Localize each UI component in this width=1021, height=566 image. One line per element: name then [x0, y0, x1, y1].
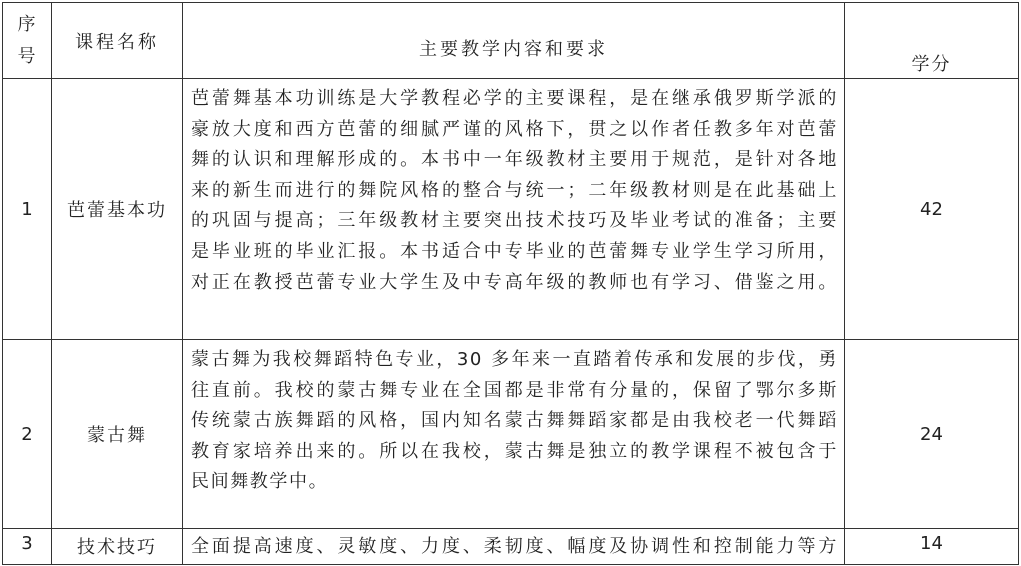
row-number: 2	[3, 340, 52, 529]
course-name: 芭蕾基本功	[52, 79, 183, 340]
course-credit: 42	[845, 79, 1019, 340]
course-description	[183, 340, 845, 529]
header-number	[3, 3, 52, 79]
course-description	[183, 529, 845, 565]
row-number: 1	[3, 79, 52, 340]
header-course-content: 主要教学内容和要求	[183, 3, 845, 79]
header-number-line2: 号	[17, 45, 37, 67]
description-line: 对正在教授芭蕾专业大学生及中专高年级的教师也有学习、借鉴之用。	[191, 271, 838, 293]
description-line: 全面提高速度、灵敏度、力度、柔韧度、幅度及协调性和控制能力等方	[191, 536, 838, 557]
header-credit: 学分	[845, 3, 1019, 79]
course-table	[2, 2, 1019, 565]
table-header-row	[3, 3, 1019, 79]
description-line: 蒙古舞为我校舞蹈特色专业，30 多年来一直踏着传承和发展的步伐，勇	[191, 349, 838, 370]
table-row	[3, 529, 1019, 565]
course-name: 技术技巧	[52, 529, 183, 565]
description-line: 民间舞教学中。	[191, 471, 329, 493]
description-line: 舞的认识和理解形成的。本书中一年级教材主要用于规范，是针对各地	[191, 149, 838, 171]
description-line: 往直前。我校的蒙古舞专业在全国都是非常有分量的，保留了鄂尔多斯	[191, 379, 838, 401]
course-credit: 14	[845, 529, 1019, 565]
header-number-line1: 序	[17, 13, 37, 35]
description-line: 来的新生而进行的舞院风格的整合与统一；二年级教材则是在此基础上	[191, 179, 838, 201]
course-credit: 24	[845, 340, 1019, 529]
description-line: 豪放大度和西方芭蕾的细腻严谨的风格下，贯之以作者任教多年对芭蕾	[191, 118, 838, 140]
row-number: 3	[3, 529, 52, 565]
course-name: 蒙古舞	[52, 340, 183, 529]
table-row	[3, 340, 1019, 529]
description-line: 传统蒙古族舞蹈的风格，国内知名蒙古舞舞蹈家都是由我校老一代舞蹈	[191, 410, 838, 432]
description-line: 是毕业班的毕业汇报。本书适合中专毕业的芭蕾舞专业学生学习所用，	[191, 240, 838, 262]
table-row	[3, 79, 1019, 340]
header-course-name: 课程名称	[52, 3, 183, 79]
description-line: 教育家培养出来的。所以在我校，蒙古舞是独立的教学课程不被包含于	[191, 440, 838, 462]
course-description	[183, 79, 845, 340]
description-line: 芭蕾舞基本功训练是大学教程必学的主要课程，是在继承俄罗斯学派的	[191, 88, 838, 109]
description-line: 的巩固与提高；三年级教材主要突出技术技巧及毕业考试的准备；主要	[191, 210, 838, 232]
